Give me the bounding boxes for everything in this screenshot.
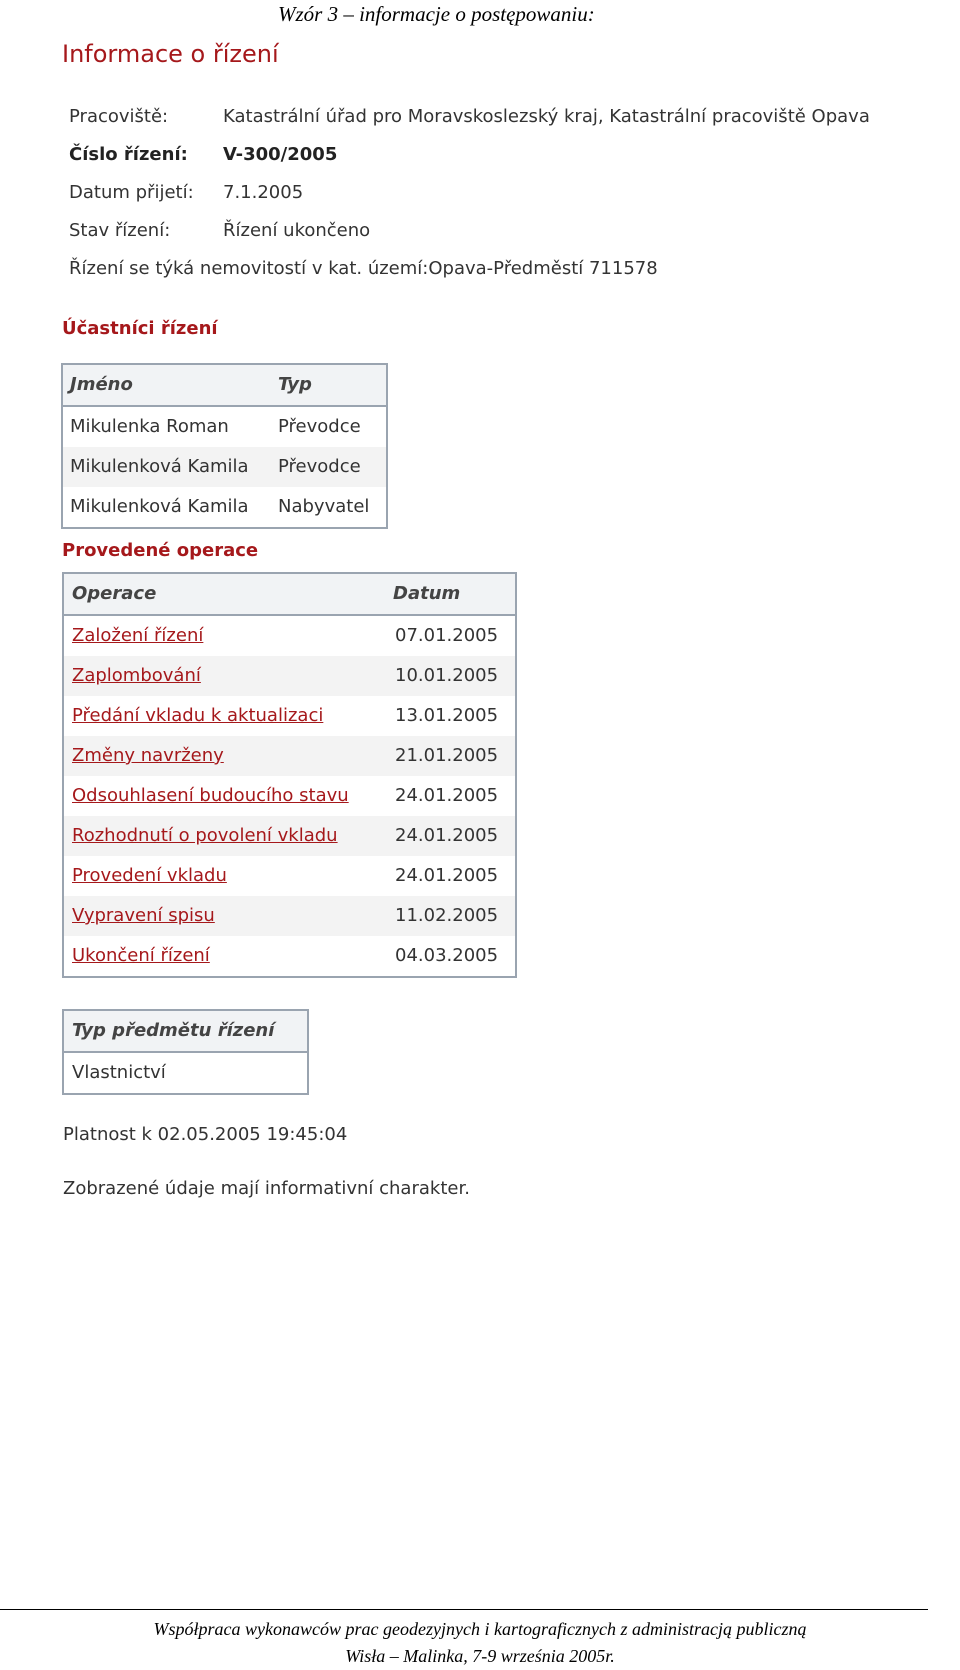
participant-type: Převodce bbox=[278, 456, 361, 477]
pracoviste-value: Katastrální úřad pro Moravskoslezský kraj, Katastrální pracoviště Opava bbox=[223, 106, 870, 127]
operation-link[interactable]: Rozhodnutí o povolení vkladu bbox=[72, 825, 338, 846]
operation-link[interactable]: Ukončení řízení bbox=[72, 945, 210, 966]
info-row-uzemi bbox=[69, 258, 658, 284]
participant-name: Mikulenková Kamila bbox=[70, 496, 249, 517]
operation-link[interactable]: Změny navrženy bbox=[72, 745, 224, 766]
table-row bbox=[64, 776, 515, 816]
table-row bbox=[64, 936, 515, 976]
table-row bbox=[64, 896, 515, 936]
footer-divider bbox=[0, 1609, 928, 1610]
stav-rizeni-value: Řízení ukončeno bbox=[223, 220, 371, 241]
operation-link[interactable]: Provedení vkladu bbox=[72, 865, 227, 886]
participant-type: Nabyvatel bbox=[278, 496, 370, 517]
validity-note: Platnost k 02.05.2005 19:45:04 bbox=[63, 1124, 348, 1145]
column-header-operation: Operace bbox=[72, 583, 157, 604]
operation-link[interactable]: Zaplombování bbox=[72, 665, 201, 686]
operation-date: 13.01.2005 bbox=[395, 705, 499, 726]
pracoviste-label: Pracoviště: bbox=[69, 106, 169, 127]
table-row bbox=[64, 616, 515, 656]
operations-table bbox=[62, 572, 517, 978]
operation-date: 07.01.2005 bbox=[395, 625, 499, 646]
operation-link[interactable]: Vypravení spisu bbox=[72, 905, 215, 926]
participant-name: Mikulenka Roman bbox=[70, 416, 229, 437]
document-footer-line1: Współpraca wykonawców prac geodezyjnych i kartograficznych z administracją publiczną bbox=[153, 1619, 807, 1639]
cislo-rizeni-value: V-300/2005 bbox=[223, 144, 338, 165]
operations-table-header bbox=[64, 574, 515, 616]
table-row bbox=[64, 736, 515, 776]
stav-rizeni-label: Stav řízení: bbox=[69, 220, 171, 241]
document-header: Wzór 3 – informacje o postępowaniu: bbox=[278, 2, 595, 26]
operation-date: 10.01.2005 bbox=[395, 665, 499, 686]
participant-type: Převodce bbox=[278, 416, 361, 437]
participants-section-title: Účastníci řízení bbox=[62, 318, 218, 339]
table-row bbox=[64, 856, 515, 896]
subject-table bbox=[62, 1009, 309, 1095]
subject-table-header bbox=[64, 1011, 307, 1053]
column-header-type: Typ bbox=[278, 374, 312, 395]
datum-prijeti-value: 7.1.2005 bbox=[223, 182, 304, 203]
table-row bbox=[63, 487, 386, 527]
table-row bbox=[63, 447, 386, 487]
operation-date: 11.02.2005 bbox=[395, 905, 499, 926]
cislo-rizeni-label: Číslo řízení: bbox=[69, 144, 188, 165]
operation-date: 21.01.2005 bbox=[395, 745, 499, 766]
operations-section-title: Provedené operace bbox=[62, 540, 259, 561]
column-header-subject-type: Typ předmětu řízení bbox=[72, 1020, 275, 1041]
disclaimer-note: Zobrazené údaje mají informativní charakter. bbox=[63, 1178, 470, 1199]
table-row bbox=[64, 656, 515, 696]
table-row bbox=[64, 696, 515, 736]
uzemi-value: Opava-Předměstí 711578 bbox=[428, 258, 658, 279]
table-row bbox=[64, 1053, 307, 1093]
operation-link[interactable]: Odsouhlasení budoucího stavu bbox=[72, 785, 349, 806]
page-title: Informace o řízení bbox=[62, 40, 279, 68]
participants-table bbox=[61, 363, 388, 529]
column-header-name: Jméno bbox=[70, 374, 133, 395]
operation-date: 24.01.2005 bbox=[395, 865, 499, 886]
table-row bbox=[64, 816, 515, 856]
document-footer-line2: Wisła – Malinka, 7-9 września 2005r. bbox=[345, 1646, 615, 1666]
operation-date: 24.01.2005 bbox=[395, 785, 499, 806]
column-header-date: Datum bbox=[393, 583, 461, 604]
operation-link[interactable]: Předání vkladu k aktualizaci bbox=[72, 705, 324, 726]
participants-table-header bbox=[63, 365, 386, 407]
operation-link[interactable]: Založení řízení bbox=[72, 625, 204, 646]
operation-date: 24.01.2005 bbox=[395, 825, 499, 846]
table-row bbox=[63, 407, 386, 447]
datum-prijeti-label: Datum přijetí: bbox=[69, 182, 194, 203]
subject-type: Vlastnictví bbox=[72, 1062, 166, 1083]
uzemi-label: Řízení se týká nemovitostí v kat. území: bbox=[69, 258, 429, 279]
participant-name: Mikulenková Kamila bbox=[70, 456, 249, 477]
operation-date: 04.03.2005 bbox=[395, 945, 499, 966]
